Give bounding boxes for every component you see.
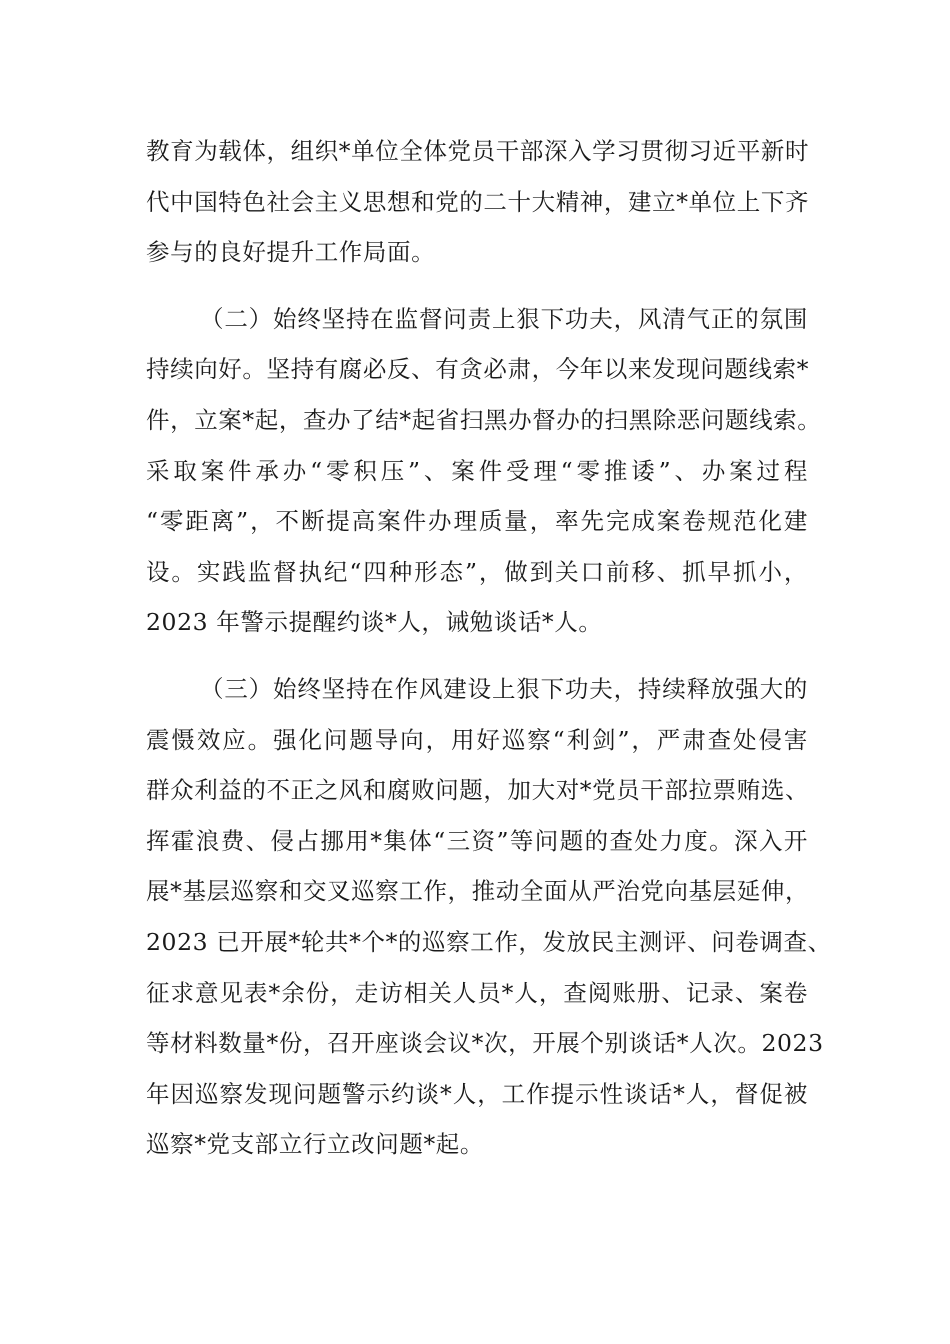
- text-line: 征求意见表*余份，走访相关人员*人，查阅账册、记录、案卷: [146, 978, 808, 1007]
- document-body: [146, 126, 832, 1186]
- text-line: 展*基层巡察和交叉巡察工作，推动全面从严治党向基层延伸，: [146, 877, 810, 906]
- text-line: 2023 年警示提醒约谈*人，诫勉谈话*人。: [146, 608, 603, 637]
- text-line: 巡察*党支部立行立改问题*起。: [146, 1130, 484, 1159]
- text-line: 教育为载体，组织*单位全体党员干部深入学习贯彻习近平新时: [146, 137, 810, 165]
- paragraph-2: [146, 294, 822, 648]
- text-line: 采取案件承办“零积压”、案件受理“零推诿”、办案过程: [146, 456, 808, 485]
- text-line: 群众利益的不正之风和腐败问题，加大对*党员干部拉票贿选、: [146, 776, 810, 805]
- paragraph-1: [146, 126, 808, 278]
- text-line: 震慑效应。强化问题导向，用好巡察“利剑”，严肃查处侵害: [146, 725, 808, 754]
- text-line: 代中国特色社会主义思想和党的二十大精神，建立*单位上下齐: [146, 187, 810, 216]
- paragraph-3: [146, 664, 832, 1170]
- text-line: 2023 已开展*轮共*个*的巡察工作，发放民主测评、问卷调查、: [146, 927, 832, 956]
- text-line: 等材料数量*份，召开座谈会议*次，开展个别谈话*人次。2023: [146, 1029, 824, 1058]
- text-line: 设。实践监督执纪“四种形态”，做到关口前移、抓早抓小，: [146, 557, 808, 586]
- text-line: 年因巡察发现问题警示约谈*人，工作提示性谈话*人，督促被: [146, 1079, 808, 1108]
- text-line: （三）始终坚持在作风建设上狠下功夫，持续释放强大的: [200, 674, 808, 703]
- text-line: （二）始终坚持在监督问责上狠下功夫，风清气正的氛围: [200, 304, 808, 333]
- text-line: 持续向好。坚持有腐必反、有贪必肃，今年以来发现问题线索*: [146, 355, 810, 384]
- text-line: 参与的良好提升工作局面。: [146, 238, 436, 267]
- text-line: 件，立案*起，查办了结*起省扫黑办督办的扫黑除恶问题线索。: [146, 405, 822, 434]
- text-line: “零距离”，不断提高案件办理质量，率先完成案卷规范化建: [146, 507, 808, 536]
- text-line: 挥霍浪费、侵占挪用*集体“三资”等问题的查处力度。深入开: [146, 826, 808, 855]
